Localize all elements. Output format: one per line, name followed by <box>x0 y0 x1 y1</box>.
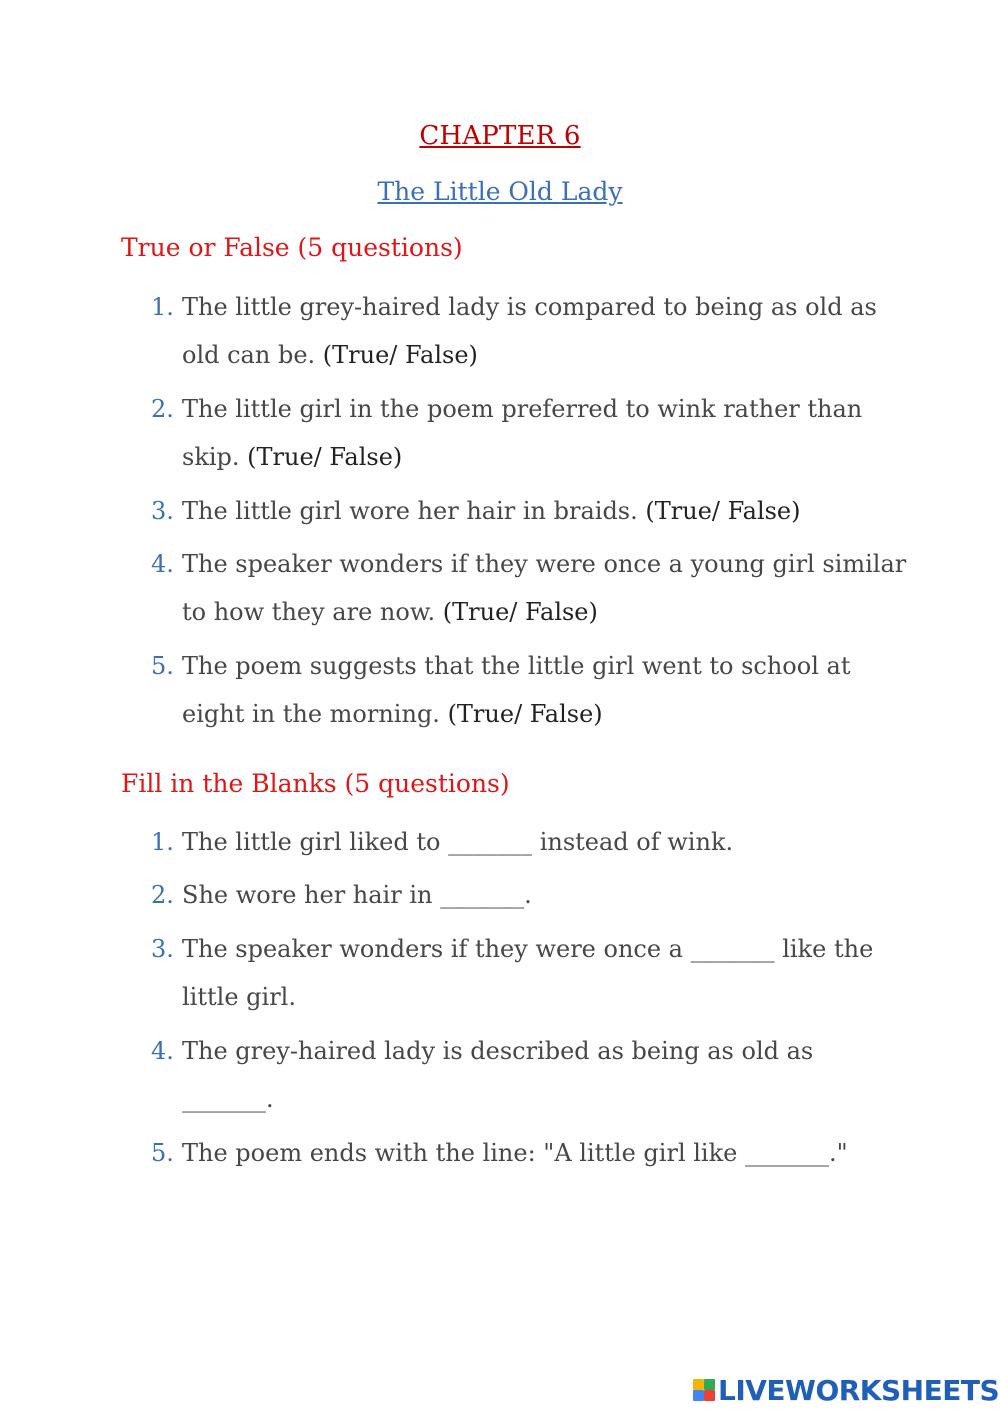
question-number: 2. <box>151 395 174 423</box>
question-number: 3. <box>151 935 174 963</box>
question-text: The poem suggests that the little girl went to school at eight in the morning. <box>182 652 851 728</box>
question-text: The speaker wonders if they were once a young girl similar to how they are now. <box>182 550 907 626</box>
true-false-choice: (True/ False) <box>645 497 801 525</box>
question-number: 2. <box>151 881 174 909</box>
logo-text: LIVEWORKSHEETS <box>718 1373 1000 1407</box>
question-text: She wore her hair in _______. <box>182 881 532 909</box>
question-number: 1. <box>151 293 174 321</box>
question-text: The speaker wonders if they were once a _______ like the little girl. <box>182 935 874 1011</box>
question-text: The little girl wore her hair in braids. <box>182 497 646 525</box>
question-number: 5. <box>151 652 174 680</box>
section-heading-true-false: True or False (5 questions) <box>121 233 463 262</box>
true-false-choice: (True/ False) <box>447 700 603 728</box>
tf-question-2 <box>151 385 911 481</box>
tf-question-5 <box>151 642 911 738</box>
liveworksheets-logo-icon <box>693 1379 715 1401</box>
question-number: 3. <box>151 497 174 525</box>
question-text: The little girl liked to _______ instead of wink. <box>182 828 734 856</box>
question-text: The grey-haired lady is described as being as old as _______. <box>182 1037 814 1113</box>
tf-question-1 <box>151 283 911 379</box>
tf-question-3 <box>151 487 911 535</box>
liveworksheets-logo <box>693 1372 999 1408</box>
question-text: The poem ends with the line: "A little girl like _______." <box>182 1139 848 1167</box>
question-number: 4. <box>151 550 174 578</box>
question-text: The little grey-haired lady is compared to being as old as old can be. <box>182 293 877 369</box>
chapter-title: CHAPTER 6 <box>419 121 581 151</box>
true-false-choice: (True/ False) <box>247 443 403 471</box>
true-false-choice: (True/ False) <box>442 598 598 626</box>
question-number: 1. <box>151 828 174 856</box>
poem-title: The Little Old Lady <box>377 177 623 206</box>
fib-question-1 <box>151 818 911 866</box>
fib-question-2 <box>151 871 911 919</box>
fib-question-3 <box>151 925 911 1021</box>
fib-question-4 <box>151 1027 911 1123</box>
tf-question-4 <box>151 540 911 636</box>
section-heading-fill-blanks: Fill in the Blanks (5 questions) <box>121 769 510 798</box>
question-text: The little girl in the poem preferred to wink rather than skip. <box>182 395 863 471</box>
question-number: 4. <box>151 1037 174 1065</box>
true-false-choice: (True/ False) <box>322 341 478 369</box>
question-number: 5. <box>151 1139 174 1167</box>
fib-question-5 <box>151 1129 911 1177</box>
